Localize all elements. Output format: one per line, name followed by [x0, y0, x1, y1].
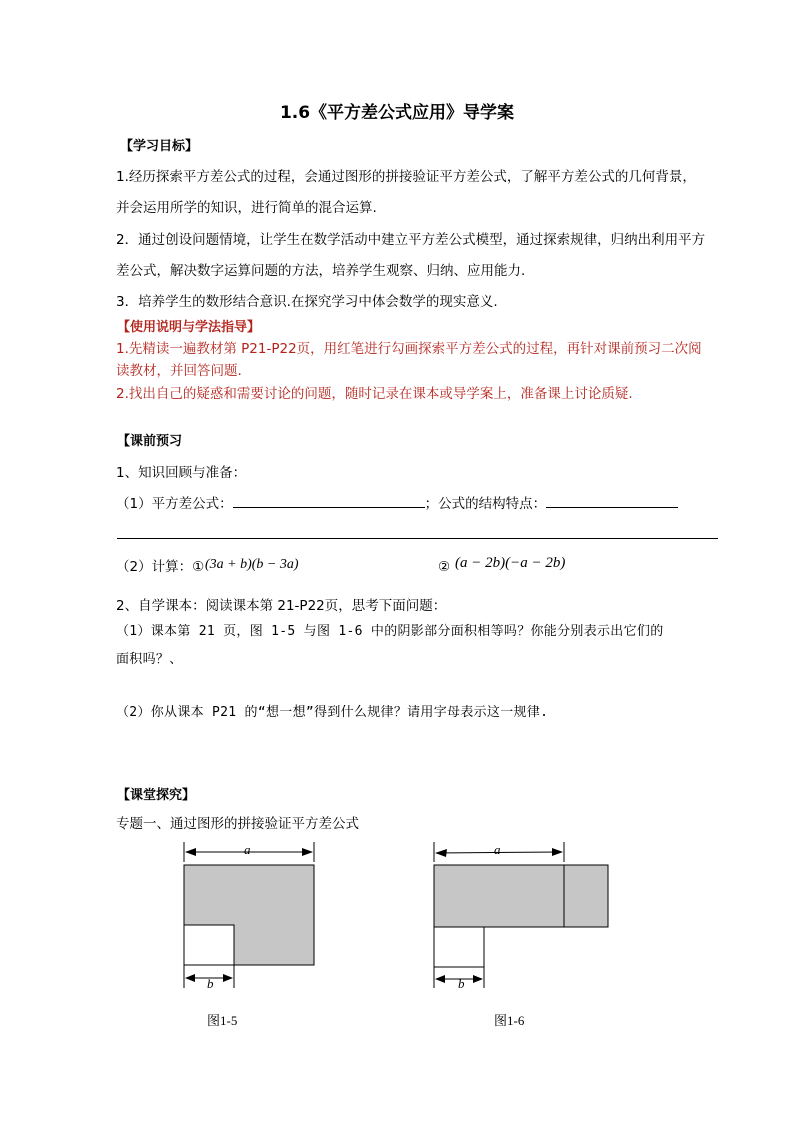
- fig15-a-arrow-right: [302, 848, 313, 856]
- fig15-b-arrow-left: [185, 974, 195, 982]
- fig16-b-arrow-right: [473, 975, 483, 983]
- expression-2-marker: ②: [438, 559, 451, 575]
- goal-1-line-1: 1.经历探索平方差公式的过程，会通过图形的拼接验证平方差公式，了解平方差公式的几何背景，: [116, 169, 696, 185]
- fig16-label-a: a: [494, 842, 501, 857]
- preview-q1-1: [116, 493, 678, 514]
- figure-1-6: [420, 840, 620, 990]
- goal-2-line-2: 差公式，解决数字运算问题的方法，培养学生观察、归纳、应用能力.: [116, 263, 526, 279]
- fig16-shaded-side-rect: [564, 865, 608, 927]
- fig16-a-arrow-right: [552, 848, 563, 856]
- topic-1: 专题一、通过图形的拼接验证平方差公式: [116, 816, 359, 832]
- fig15-a-arrow-left: [185, 848, 196, 856]
- fig16-a-arrow-left: [435, 849, 447, 857]
- fig16-shaded-large-rect: [434, 865, 564, 927]
- expression-1: (3a + b)(b − 3a): [205, 557, 299, 572]
- answer-line[interactable]: [117, 538, 718, 539]
- structure-answer-blank[interactable]: [546, 493, 678, 508]
- expression-2: (a − 2b)(−a − 2b): [455, 555, 566, 571]
- preview-q2-1-line-2: 面积吗？、: [116, 652, 183, 667]
- fig15-label-a: a: [244, 842, 251, 857]
- fig16-label-b: b: [458, 976, 465, 991]
- fig15-caption: 图1-5: [207, 1013, 238, 1028]
- goal-2-line-1: 2．通过创设问题情境，让学生在数学活动中建立平方差公式模型，通过探索规律，归纳出利用平方: [116, 232, 706, 248]
- preview-q2: 2、自学课本：阅读课本第 21-P22页，思考下面问题：: [116, 598, 447, 614]
- goal-3: 3．培养学生的数形结合意识.在探究学习中体会数学的现实意义.: [116, 294, 498, 310]
- figure-1-5: [170, 840, 330, 990]
- preview-heading: 【课前预习: [117, 434, 183, 449]
- fig16-small-square: [434, 927, 484, 967]
- preview-q2-2: （2）你从课本 P21 的“想一想”得到什么规律？请用字母表示这一规律.: [116, 705, 549, 720]
- fig15-small-square: [184, 925, 234, 965]
- structure-label: ；公式的结构特点：: [424, 496, 547, 512]
- explore-heading: 【课堂探究】: [117, 788, 196, 803]
- page-title: 1.6《平方差公式应用》导学案: [279, 103, 515, 123]
- formula-answer-blank[interactable]: [233, 493, 425, 508]
- goals-heading: 【学习目标】: [120, 139, 199, 154]
- guide-1-line-2: 读教材，并回答问题.: [116, 363, 242, 379]
- fig16-caption: 图1-6: [494, 1013, 525, 1028]
- preview-q1-2: （2）计算：①: [116, 559, 205, 575]
- fig15-label-b: b: [207, 976, 214, 991]
- guide-1-line-1: 1.先精读一遍教材第 P21-P22页，用红笔进行勾画探索平方差公式的过程，再针对课前预习二次阅: [116, 341, 702, 357]
- fig15-b-arrow-right: [223, 974, 233, 982]
- guide-heading: 【使用说明与学法指导】: [117, 320, 261, 335]
- guide-2: 2.找出自己的疑惑和需要讨论的问题，随时记录在课本或导学案上，准备课上讨论质疑.: [116, 386, 633, 402]
- preview-q2-1-line-1: （1）课本第 21 页，图 1-5 与图 1-6 中的阴影部分面积相等吗？你能分别表示出它们的: [116, 624, 664, 639]
- fig16-b-arrow-left: [435, 975, 445, 983]
- goal-1-line-2: 并会运用所学的知识，进行简单的混合运算.: [116, 200, 377, 216]
- formula-label: （1）平方差公式：: [116, 496, 233, 512]
- preview-q1: 1、知识回顾与准备：: [116, 465, 247, 481]
